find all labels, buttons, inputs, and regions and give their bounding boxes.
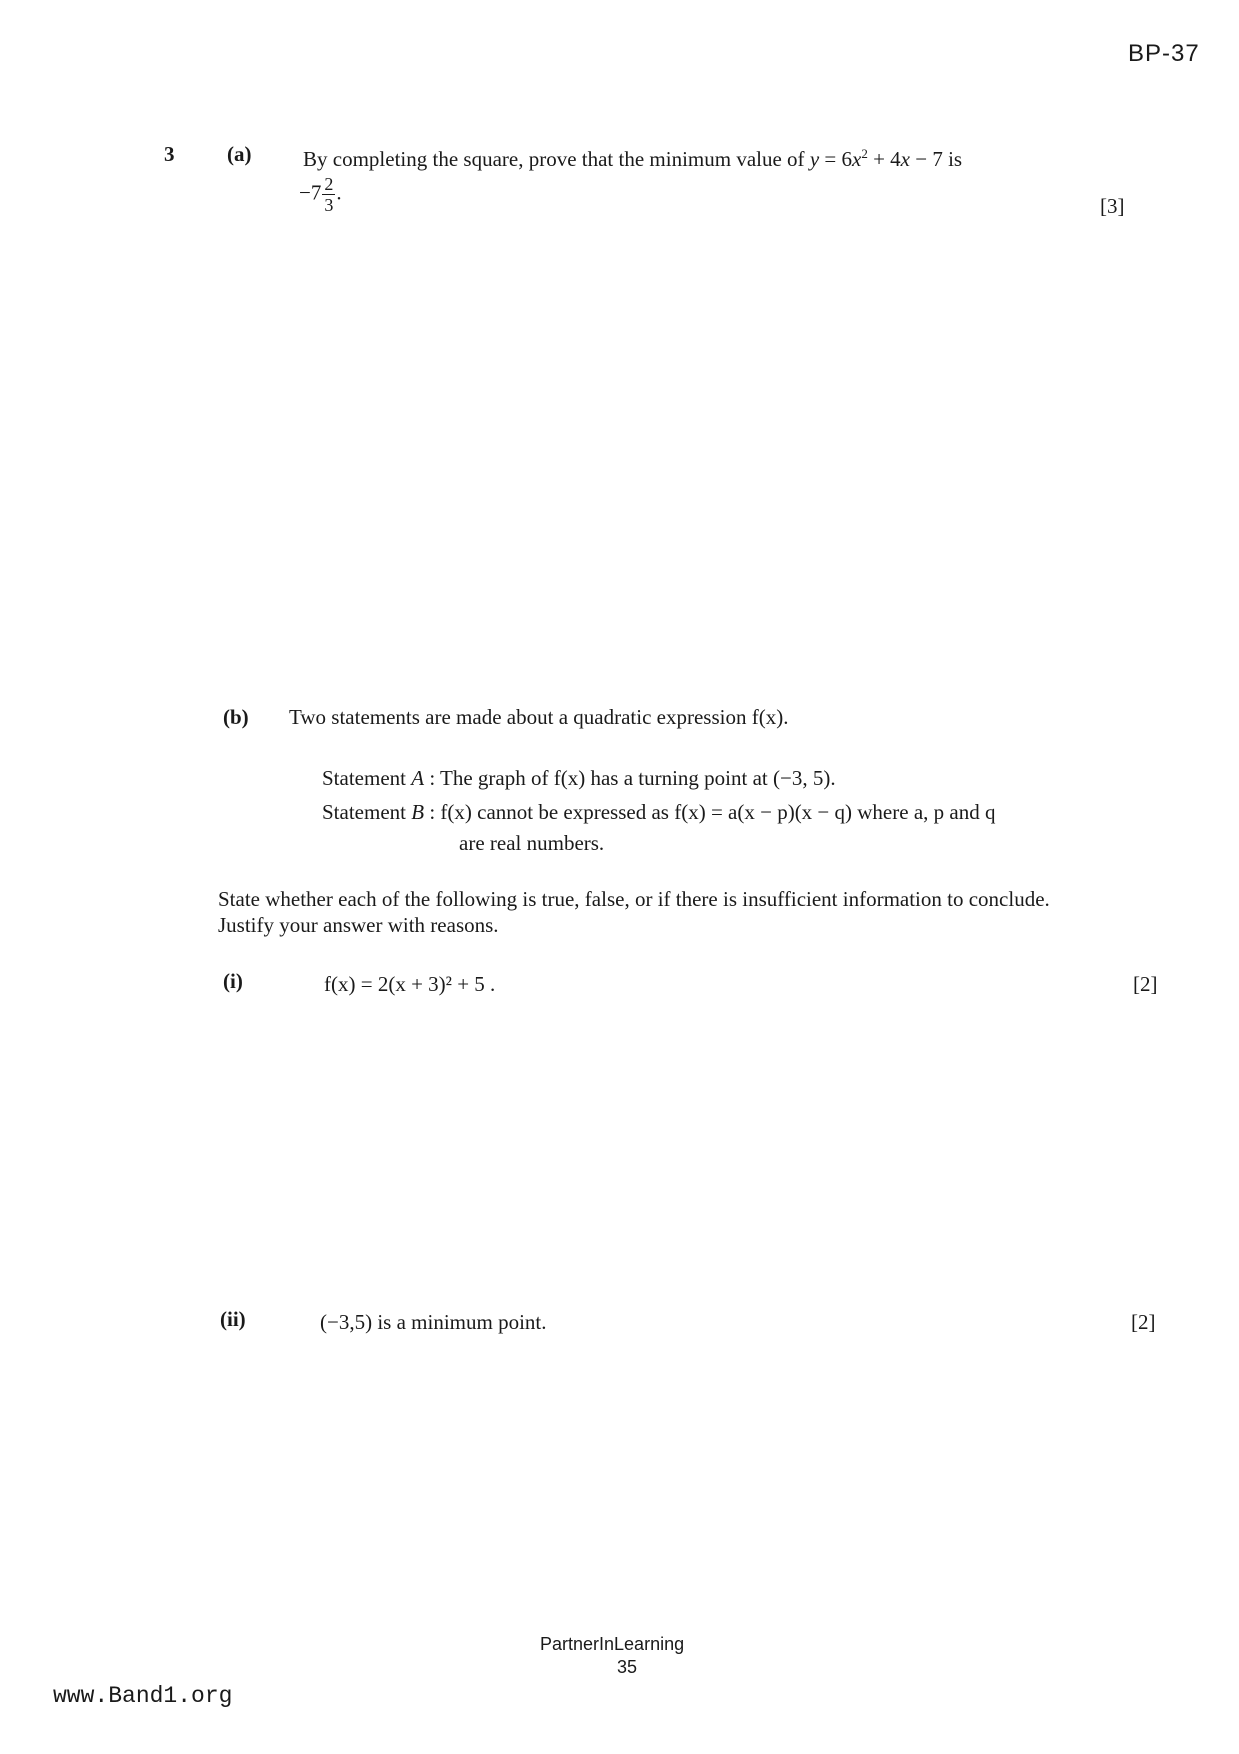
part-a-marks: [3] bbox=[1100, 194, 1125, 218]
question-number: 3 bbox=[164, 142, 175, 166]
part-a-prompt: By completing the square, prove that the minimum value of bbox=[303, 147, 805, 171]
footer-page-number: 35 bbox=[617, 1657, 638, 1677]
sub-part-i-label: (i) bbox=[223, 969, 243, 993]
part-a-label: (a) bbox=[227, 142, 252, 166]
part-a-equation: $y = 6x^2 + 4x - 7$ bbox=[809, 146, 943, 171]
part-a-minimum-value: −7 $\frac{2}{3}$ . bbox=[299, 174, 342, 215]
statement-b-continuation: are real numbers. bbox=[459, 831, 605, 855]
part-a-text: By completing the square, prove that the minimum value of $y = 6x^2 + 4x - 7$ is bbox=[303, 146, 963, 171]
statement-a: Statement A : The graph of f(x) has a turning point at (−3, 5). bbox=[322, 766, 836, 790]
fraction: $\frac{2}{3}$ bbox=[324, 174, 334, 215]
page-code: BP-37 bbox=[1128, 40, 1200, 67]
instruction-line-2: Justify your answer with reasons. bbox=[218, 913, 499, 937]
fx-expression: f(x) bbox=[751, 705, 784, 729]
sub-part-ii-marks: [2] bbox=[1131, 1310, 1156, 1334]
statement-b: Statement B : f(x) cannot be expressed as f(x) = a(x − p)(x − q) where a, p and q bbox=[322, 800, 996, 824]
part-b-label: (b) bbox=[223, 705, 249, 729]
sub-part-i-marks: [2] bbox=[1133, 972, 1158, 996]
instruction-line-1: State whether each of the following is true, false, or if there is insufficient information to conclude. bbox=[218, 887, 1050, 911]
footer-website: www.Band1.org bbox=[53, 1683, 233, 1709]
footer-publisher: PartnerInLearning bbox=[540, 1634, 685, 1654]
part-b-intro: Two statements are made about a quadratic expression f(x). bbox=[289, 705, 789, 729]
sub-part-ii-text: (−3,5) is a minimum point. bbox=[320, 1310, 547, 1334]
sub-part-ii-label: (ii) bbox=[220, 1307, 246, 1331]
sub-part-i-text: f(x) = 2(x + 3)² + 5 . bbox=[324, 972, 496, 996]
